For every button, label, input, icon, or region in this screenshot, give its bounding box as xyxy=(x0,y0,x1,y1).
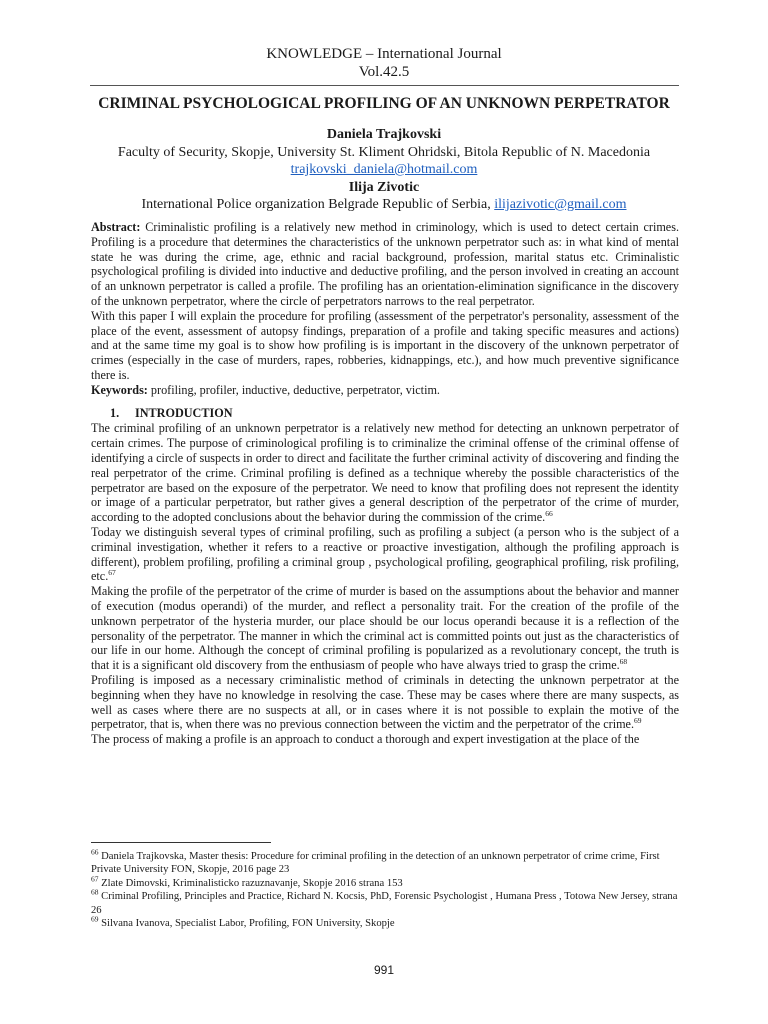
journal-header xyxy=(0,45,768,81)
footnote-number: 66 xyxy=(91,847,99,857)
footnote-text: Criminal Profiling, Principles and Practice, Richard N. Kocsis, PhD, Forensic Psychologist , Humana Press , Totowa New Jersey, strana 26 xyxy=(91,891,678,916)
footnote-ref-67[interactable]: 67 xyxy=(108,568,116,578)
intro-paragraph-2 xyxy=(91,525,679,584)
author-email-link-1[interactable]: trajkovski_daniela@hotmail.com xyxy=(290,162,478,177)
section-title: INTRODUCTION xyxy=(135,405,233,420)
author-block xyxy=(0,126,768,214)
author-name-1: Daniela Trajkovski xyxy=(326,127,442,142)
footnote-text: Zlate Dimovski, Kriminalisticko razuznavanje, Skopje 2016 strana 153 xyxy=(101,877,403,889)
footnote-67 xyxy=(91,874,679,890)
intro-paragraph-3-text: Making the profile of the perpetrator of the crime of murder is based on the assumptions about the behavior and manner of execution (modus operandi) of the murder, and reflect a personality trait. For the creation of the profile of the unknown perpetrator of the hysteria murder, our place should be our locus operandi because it is a reflection of the personality of the perpetrator. The manner in which the criminal act is committed points out just as the characteristics of our life in our home. Although the concept of criminal profiling is popularized as a revolutionary concept, the truth is that it is a significant old discovery from the enthusiasm of people who have always tried to grasp the crime. xyxy=(91,584,679,673)
section-heading-introduction xyxy=(91,406,679,421)
section-number: 1. xyxy=(110,405,120,420)
footnote-text: Daniela Trajkovska, Master thesis: Procedure for criminal profiling in the detection of an unknown perpetrator of crime crime, First Private University FON, Skopje, 2016 page 23 xyxy=(91,851,660,876)
intro-paragraph-5: The process of making a profile is an approach to conduct a thorough and expert investigation at the place of the xyxy=(91,732,640,747)
intro-paragraph-1 xyxy=(91,421,679,525)
footnote-ref-68[interactable]: 68 xyxy=(619,657,628,667)
abstract-label: Abstract: xyxy=(91,220,141,234)
footnotes xyxy=(91,847,679,930)
footnote-number: 69 xyxy=(91,914,99,924)
keywords-paragraph xyxy=(91,383,679,398)
paper-body xyxy=(91,220,679,747)
footnote-69 xyxy=(91,914,679,930)
footnote-ref-66[interactable]: 66 xyxy=(545,509,553,519)
paper-title: CRIMINAL PSYCHOLOGICAL PROFILING OF AN UNKNOWN PERPETRATOR xyxy=(98,95,670,112)
intro-paragraph-4-text: Profiling is imposed as a necessary criminalistic method of criminals in detecting the unknown perpetrator at the beginning when they have no knowledge in resolving the case. These may be cases where there are many suspects, as well as cases where there are no suspects at all, or in cases where it is not possible to explain the motive of the perpetrator, that is, when there was no previous connection between the victim and the perpetrator of the crime. xyxy=(91,672,679,732)
author-affiliation-1: Faculty of Security, Skopje, University St. Kliment Ohridski, Bitola Republic of N. Macedonia xyxy=(117,144,651,160)
author-email-link-2[interactable]: ilijazivotic@gmail.com xyxy=(494,197,627,212)
intro-paragraph-1-text: The criminal profiling of an unknown perpetrator is a relatively new method for detecting an unknown perpetrator of certain crimes. The purpose of criminological profiling is to criminalize the criminal offense of the criminal offense of identifying a circle of suspects in order to direct and facilitate the further criminal activity of discovering and finding the real perpetrator of the crime. Criminal profiling is defined as a technique whereby the possible characteristics of the perpetrator are based on the exposure of the perpetrator. We need to know that profiling does not represent the identity or image of a particular perpetrator, but rather gives a general description of the perpetrator of the crime of murder, according to the adopted conclusions about the behavior during the commission of the crime. xyxy=(91,421,679,525)
page-number: 991 xyxy=(373,963,395,977)
journal-name: KNOWLEDGE – International Journal xyxy=(266,46,502,62)
footnote-separator xyxy=(91,842,271,843)
footnote-ref-69[interactable]: 69 xyxy=(634,716,642,726)
abstract-paragraph xyxy=(91,220,679,309)
intro-paragraph-4 xyxy=(91,673,679,732)
keywords-label: Keywords: xyxy=(91,382,148,397)
footnote-number: 67 xyxy=(91,874,99,884)
footnote-number: 68 xyxy=(91,887,99,897)
author-affiliation-2: International Police organization Belgrade Republic of Serbia, xyxy=(141,197,491,212)
footnote-text: Silvana Ivanova, Specialist Labor, Profiling, FON University, Skopje xyxy=(101,918,395,930)
abstract-text: Criminalistic profiling is a relatively new method in criminology, which is used to detect certain crimes. Profiling is a procedure that determines the characteristics of the unknown perpetrator such as: in what kind of mental state he was during the crime, age, ethnic and racial background, profession, marital status etc. Criminalistic psychological profiling is divided into inductive and deductive profiling, and the person involved in creating an account of an unknown perpetrator is called a profile. The profiling has an orientation-elimination significance in the discovery of the unknown perpetrator, where the circle of perpetrators narrows to the real perpetrator. xyxy=(91,220,680,308)
abstract-paragraph-2: With this paper I will explain the procedure for profiling (assessment of the perpetrator's personality, assessment of the place of the event, assessment of autopsy findings, preparation of a profile and taking specific measures and actions) and at the same time my goal is to show how profiling is is important in the discovery of the unknown perpetrator of crimes (especially in the case of murders, rapes, robberies, kidnappings, etc.), and how much preventive significance there is. xyxy=(91,308,679,382)
journal-volume: Vol.42.5 xyxy=(358,64,410,80)
intro-paragraph-2-text: Today we distinguish several types of criminal profiling, such as profiling a subject (a person who is the subject of a criminal investigation, whether it refers to a reactive or proactive investigation, although the profiling approach is different), problem profiling, profiling a criminal group , psychological profiling, geographical profiling, risk profiling, etc. xyxy=(91,524,679,584)
header-rule xyxy=(90,85,679,86)
author-name-2: Ilija Zivotic xyxy=(348,179,420,195)
intro-paragraph-3 xyxy=(91,584,679,673)
keywords-text: profiling, profiler, inductive, deductive, perpetrator, victim. xyxy=(150,382,440,397)
footnote-66 xyxy=(91,847,679,877)
footnote-68 xyxy=(91,887,679,917)
